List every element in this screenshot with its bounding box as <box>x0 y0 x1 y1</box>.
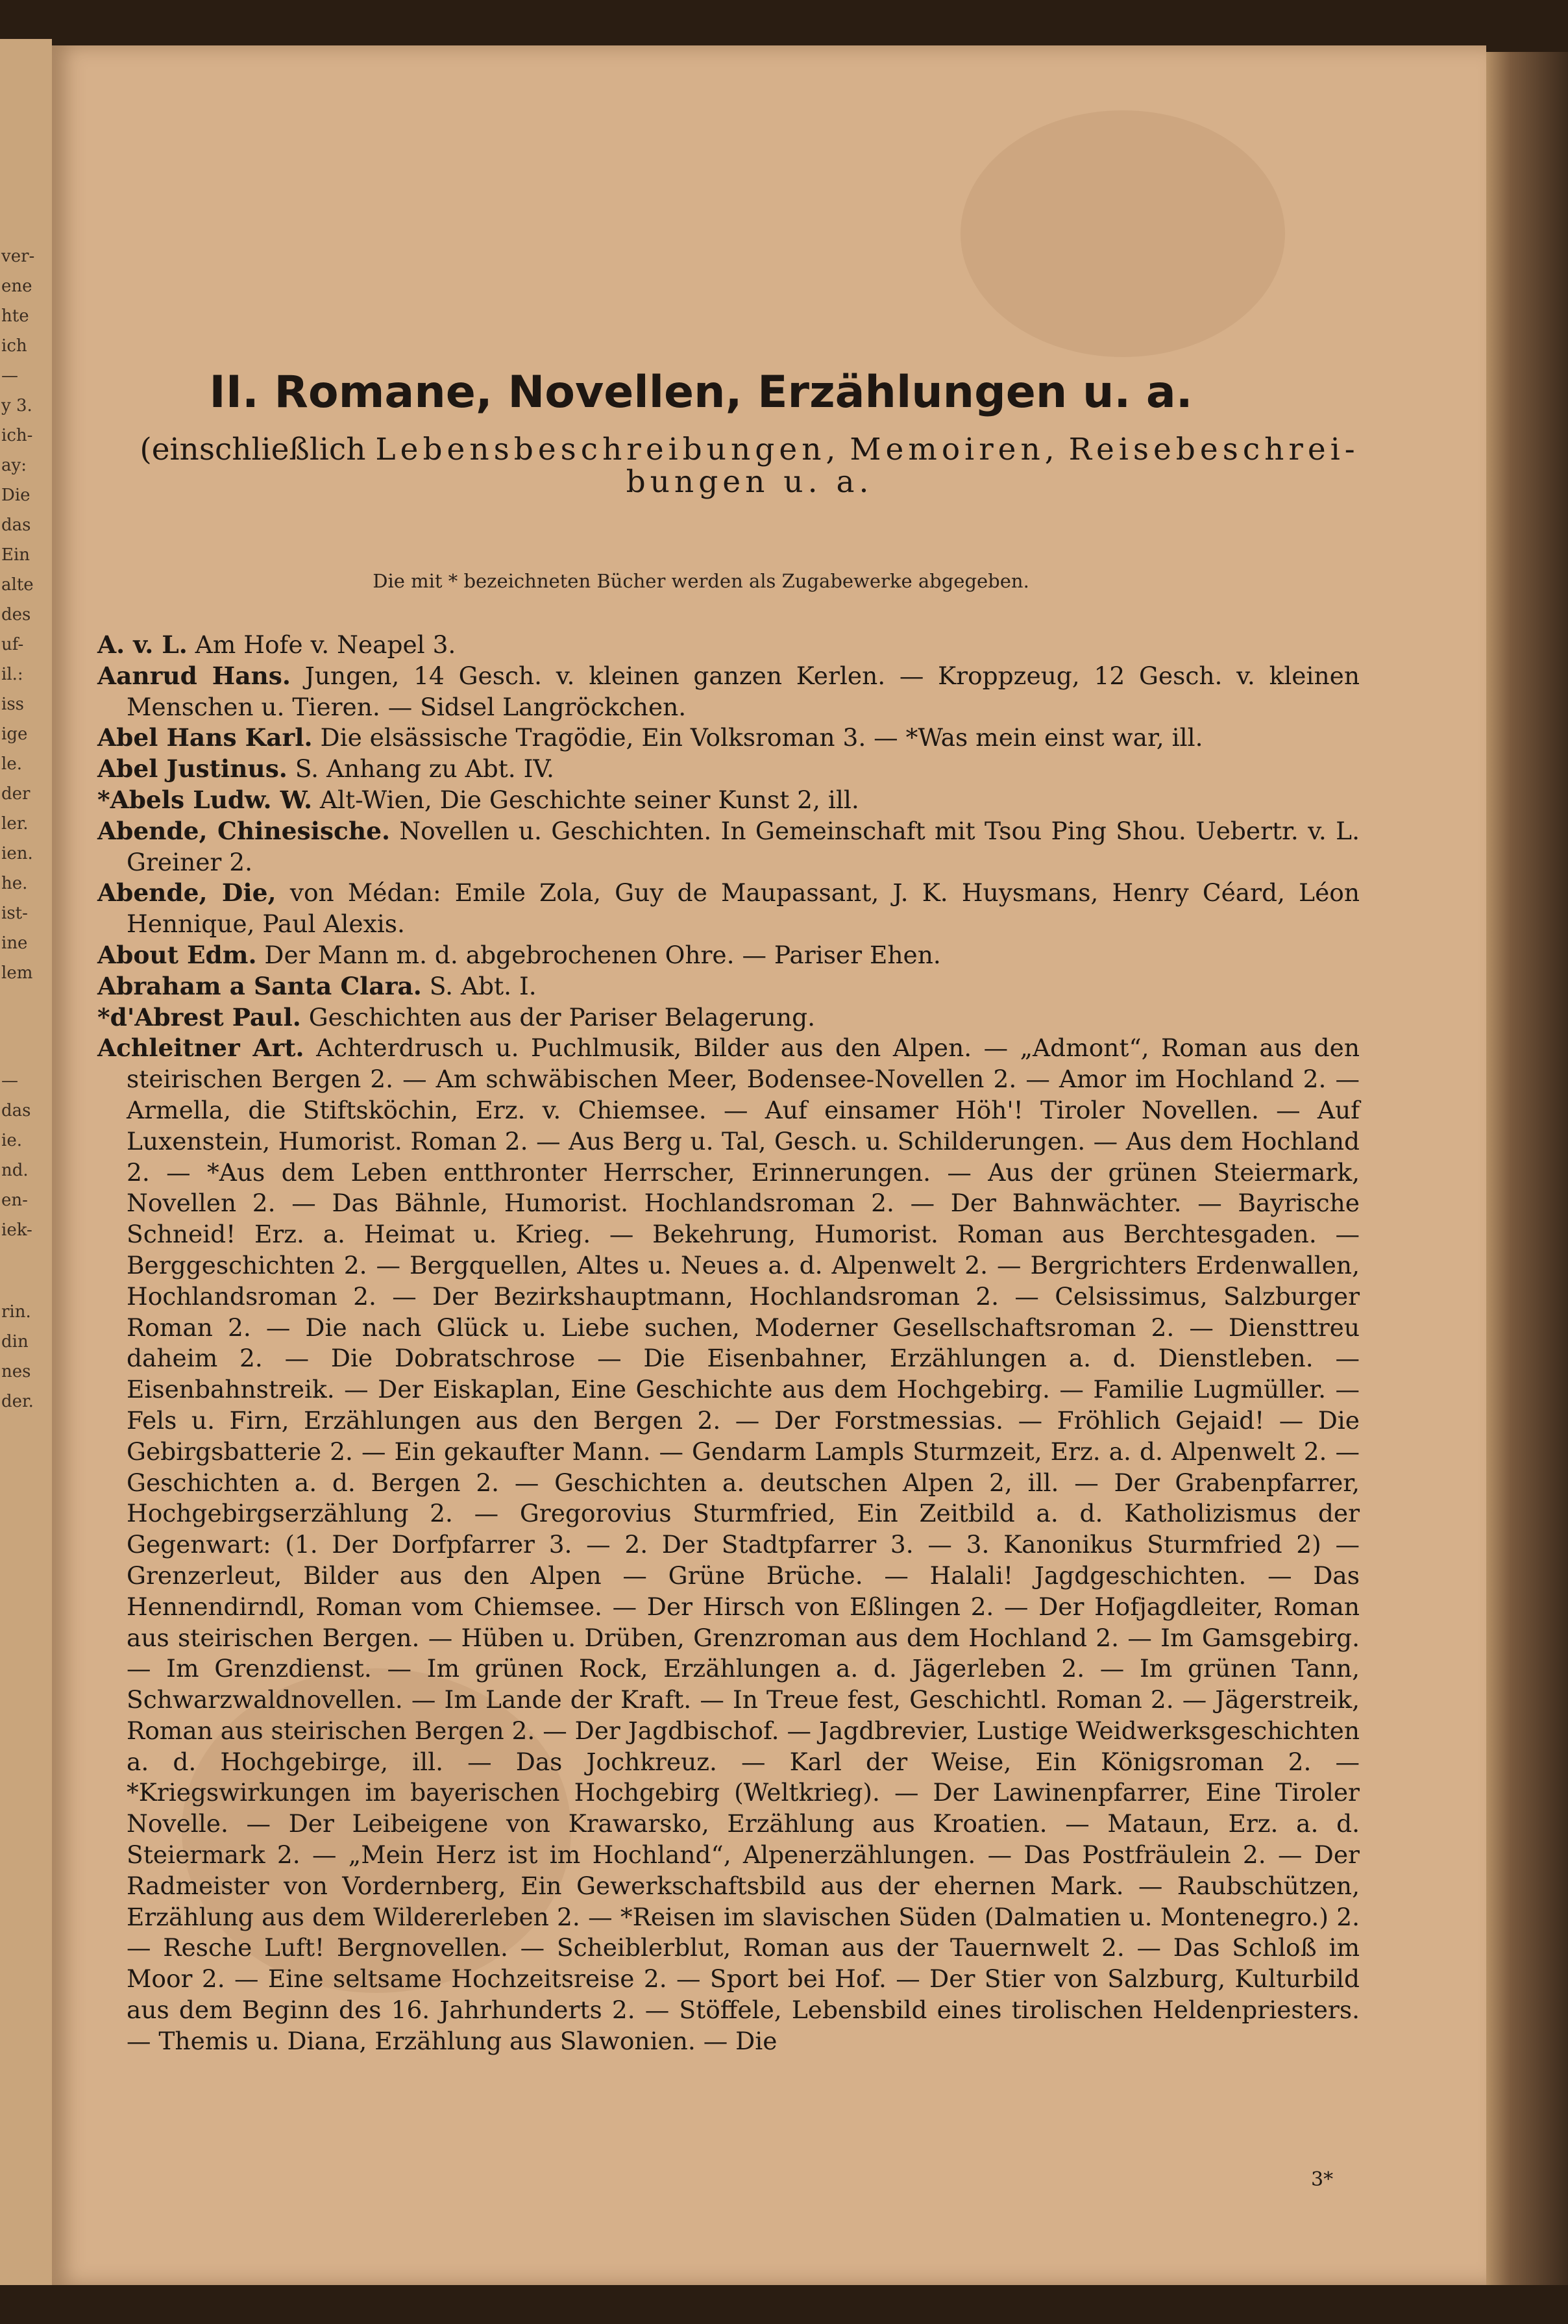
left-page-fragment: en- <box>1 1191 28 1210</box>
left-page-fragment: iek- <box>1 1220 32 1240</box>
entry-author: Achleitner Art. <box>97 1033 304 1063</box>
left-page-fragment: ine <box>1 933 28 953</box>
left-page-fragment: iss <box>1 695 25 714</box>
subheading-part4: bungen u. a. <box>626 464 874 500</box>
bibliography-entry <box>97 878 1360 940</box>
left-page-fragment: — <box>1 366 18 386</box>
entry-text: Am Hofe v. Neapel 3. <box>187 630 456 659</box>
entry-text: S. Anhang zu Abt. IV. <box>287 754 554 784</box>
bibliography-entry <box>97 816 1360 878</box>
left-page-fragment: — <box>1 1071 18 1091</box>
entry-text: Achterdrusch u. Puchlmusik, Bilder aus den Alpen. — „Admont“, Roman aus den steirischen Bergen 2. — Am schwäbischen Meer, Bodensee-Novellen 2. — Amor im Hochland 2. — Armella, die Stiftsköchin, Erz. v. Chiemsee. — Auf einsamer Höh'! Tiroler Novellen. — Auf Luxenstein, Humorist. Roman 2. — Aus Berg u. Tal, Gesch. u. Schilderungen. — Aus dem Hochland 2. — *Aus dem Leben entthronter Herrscher, Erinnerungen. — Aus der grünen Steiermark, Novellen 2. — Das Bähnle, Humorist. Hochlandsroman 2. — Der Bahnwächter. — Bayrische Schneid! Erz. a. Heimat u. Krieg. — Bekehrung, Humorist. Roman aus Berchtesgaden. — Berggeschichten 2. — Bergquellen, Altes u. Neues a. d. Alpenwelt 2. — Bergrichters Erdenwallen, Hochlandsroman 2. — Der Bezirkshauptmann, Hochlandsroman 2. — Celsissimus, Salzburger Roman 2. — Die nach Glück u. Liebe suchen, Moderner Gesellschaftsroman 2. — Diensttreu daheim 2. — Die Dobratschrose — Die Eisenbahner, Erzählungen a. d. Dienstleben. — Eisenbahnstreik. — Der Eiskaplan, Eine Geschichte aus dem Hochgebirg. — Familie Lugmüller. — Fels u. Firn, Erzählungen aus den Bergen 2. — Der Forstmessias. — Fröhlich Gejaid! — Die Gebirgsbatterie 2. — Ein gekaufter Mann. — Gendarm Lampls Sturmzeit, Erz. a. d. Alpenwelt 2. — Geschichten a. d. Bergen 2. — Geschichten a. deutschen Alpen 2, ill. — Der Grabenpfarrer, Hochgebirgserzählung 2. — Gregorovius Sturmfried, Ein Zeitbild a. d. Katholizismus der Gegenwart: (1. Der Dorfpfarrer 3. — 2. Der Stadtpfarrer 3. — 3. Kanonikus Sturmfried 2) — Grenzerleut, Bilder aus den Alpen — Grüne Brüche. — Halali! Jagdgeschichten. — Das Hennendirndl, Roman vom Chiemsee. — Der Hirsch von Eßlingen 2. — Der Hofjagdleiter, Roman aus steirischen Bergen. — Hüben u. Drüben, Grenzroman aus dem Hochland 2. — Im Gamsgebirg. — Im Grenzdienst. — Im grünen Rock, Erzählungen a. d. Jägerleben 2. — Im grünen Tann, Schwarzwaldnovellen. — Im Lande der Kraft. — In Treue fest, Geschichtl. Roman 2. — Jägerstreik, Roman aus steirischen Bergen 2. — Der Jagdbischof. — Jagdbrevier, Lustige Weidwerksgeschichten a. d. Hochgebirge, ill. — Das Jochkreuz. — Karl der Weise, Ein Königsroman 2. — *Kriegswirkungen im bayerischen Hochgebirg (Weltkrieg). — Der Lawinenpfarrer, Eine Tiroler Novelle. — Der Leibeigene von Krawarsko, Erzählung aus Kroatien. — Mataun, Erz. a. d. Steiermark 2. — „Mein Herz ist im Hochland“, Alpenerzählungen. — Das Postfräulein 2. — Der Radmeister von Vordernberg, Ein Gewerkschaftsbild aus der ehernen Mark. — Raubschützen, Erzählung aus dem Wildererleben 2. — *Reisen im slavischen Süden (Dalmatien u. Montenegro.) 2. — Resche Luft! Bergnovellen. — Scheiblerblut, Roman aus der Tauernwelt 2. — Das Schloß im Moor 2. — Eine seltsame Hochzeitsreise 2. — Sport bei Hof. — Der Stier von Salzburg, Kulturbild aus dem Beginn des 16. Jahrhunderts 2. — Stöffele, Lebensbild eines tirolischen Heldenpriesters. — Themis u. Diana, Erzählung aus Slawonien. — Die <box>127 1033 1360 2055</box>
left-page-fragment: ige <box>1 724 28 744</box>
left-page-fragment: ie. <box>1 1131 22 1150</box>
left-page-fragment: ler. <box>1 814 29 834</box>
entry-author: About Edm. <box>97 940 257 969</box>
left-page-fragment: ist- <box>1 904 28 923</box>
left-page-fragment: uf- <box>1 635 24 654</box>
entry-text: Jungen, 14 Gesch. v. kleinen ganzen Kerlen. — Kroppzeug, 12 Gesch. v. kleinen Menschen u. Tieren. — Sidsel Langröckchen. <box>127 661 1360 721</box>
left-page-fragment: il.: <box>1 665 23 684</box>
left-page-fragment: alte <box>1 575 34 595</box>
left-page-fragment: din <box>1 1332 29 1352</box>
left-page-fragment: rin. <box>1 1302 31 1322</box>
bibliography-entry <box>97 785 1360 816</box>
left-page-fragment: nes <box>1 1362 31 1381</box>
left-page-fragment: das <box>1 1101 31 1120</box>
left-page-fragment: das <box>1 515 31 535</box>
left-facing-page-strip <box>0 39 52 2285</box>
left-page-fragment: ay: <box>1 456 27 475</box>
section-subheading <box>97 434 1402 499</box>
entry-author: Abende, Chinesische. <box>97 816 391 845</box>
subheading-open: (einschließlich <box>140 432 366 467</box>
footnote-asterisk-note: Die mit * bezeichneten Bücher werden als Zugabewerke abgegeben. <box>373 570 1029 592</box>
entry-author: *d'Abrest Paul. <box>97 1002 301 1032</box>
bibliography-entry <box>97 723 1360 754</box>
left-page-fragment: hte <box>1 306 29 326</box>
entry-author: A. v. L. <box>97 630 188 659</box>
left-page-fragment: nd. <box>1 1161 29 1180</box>
subheading-part3: Reisebeschrei- <box>1068 432 1360 467</box>
entry-text: von Médan: Emile Zola, Guy de Maupassant, J. K. Huysmans, Henry Céard, Léon Hennique, Paul Alexis. <box>127 878 1360 939</box>
entry-text: Der Mann m. d. abgebrochenen Ohre. — Pariser Ehen. <box>256 940 941 969</box>
subheading-part2: Memoiren, <box>850 432 1059 467</box>
entry-text: Die elsässische Tragödie, Ein Volksroman 3. — *Was mein einst war, ill. <box>312 723 1203 752</box>
left-page-fragment: ene <box>1 277 32 296</box>
bibliography-entry <box>97 1033 1360 2057</box>
entry-text: Alt-Wien, Die Geschichte seiner Kunst 2, ill. <box>312 785 859 814</box>
left-page-fragment: lem <box>1 963 33 983</box>
entry-text: Geschichten aus der Pariser Belagerung. <box>300 1002 816 1032</box>
entry-list <box>97 630 1360 2057</box>
subheading-part1: Lebensbeschreibungen, <box>375 432 840 467</box>
entry-author: Abel Hans Karl. <box>97 723 313 752</box>
page-number: 3* <box>1311 2168 1334 2191</box>
left-page-fragment: Ein <box>1 545 31 565</box>
bibliography-entry <box>97 754 1360 785</box>
entry-author: Aanrud Hans. <box>97 661 291 690</box>
entry-author: Abraham a Santa Clara. <box>97 971 422 1000</box>
left-page-fragment: le. <box>1 754 22 774</box>
book-spine-edge <box>1486 52 1568 2285</box>
bibliography-entry <box>97 661 1360 723</box>
bibliography-entry <box>97 630 1360 661</box>
left-page-fragment: y 3. <box>1 396 32 415</box>
entry-text: Novellen u. Geschichten. In Gemeinschaft mit Tsou Ping Shou. Uebertr. v. L. Greiner 2. <box>127 816 1360 876</box>
left-page-fragment: ver- <box>1 247 35 266</box>
bibliography-entry <box>97 940 1360 971</box>
left-page-fragment: Die <box>1 486 31 505</box>
paper-stain <box>961 110 1285 357</box>
bibliography-entry <box>97 971 1360 1002</box>
section-heading: II. Romane, Novellen, Erzählungen u. a. <box>209 367 1193 418</box>
bibliography-entry <box>97 1002 1360 1033</box>
left-page-fragment: ich- <box>1 426 33 445</box>
entry-author: Abende, Die, <box>97 878 276 908</box>
left-page-fragment: he. <box>1 874 28 893</box>
left-page-fragment: ich <box>1 336 27 356</box>
left-page-fragment: ien. <box>1 844 33 863</box>
left-page-fragment: der <box>1 784 31 804</box>
entry-author: *Abels Ludw. W. <box>97 785 312 814</box>
left-page-fragment: der. <box>1 1392 34 1411</box>
book-page <box>52 45 1486 2285</box>
left-page-fragment: des <box>1 605 31 624</box>
entry-text: S. Abt. I. <box>421 971 537 1000</box>
entry-author: Abel Justinus. <box>97 754 288 784</box>
